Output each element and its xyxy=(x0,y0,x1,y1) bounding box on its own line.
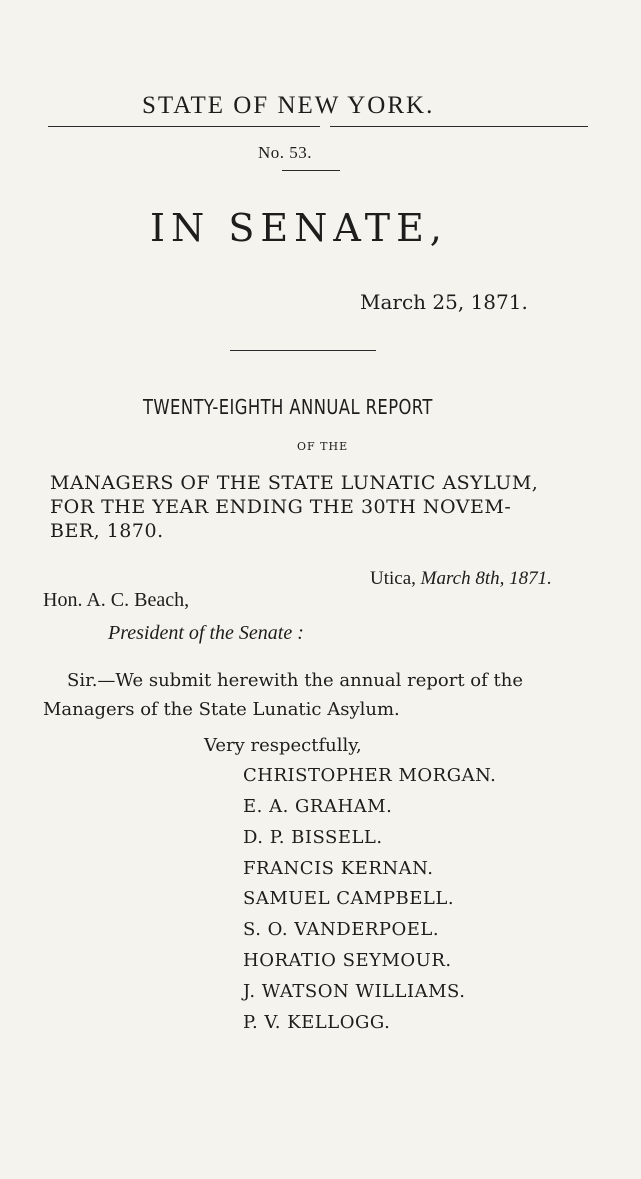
header-rule-left xyxy=(48,126,320,127)
document-number: No. 53. xyxy=(258,143,313,162)
letter-addressee: Hon. A. C. Beach, xyxy=(43,589,190,611)
signer-name: D. P. BISSELL. xyxy=(243,827,383,848)
letter-closing: Very respectfully, xyxy=(204,735,362,756)
signer-name: P. V. KELLOGG. xyxy=(243,1012,391,1033)
number-underline xyxy=(282,170,340,171)
report-subject-line: MANAGERS OF THE STATE LUNATIC ASYLUM, xyxy=(50,472,539,494)
letter-addressee-title: President of the Senate : xyxy=(108,622,304,644)
state-title: STATE OF NEW YORK. xyxy=(142,92,435,119)
letter-body-line: Managers of the State Lunatic Asylum. xyxy=(43,699,400,720)
section-divider xyxy=(230,350,376,351)
report-subject-line: FOR THE YEAR ENDING THE 30TH NOVEM- xyxy=(50,496,512,518)
letter-date: March 8th, 1871. xyxy=(420,568,552,589)
letter-body-line: Sir.—We submit herewith the annual report of the xyxy=(67,670,523,691)
signer-name: SAMUEL CAMPBELL. xyxy=(243,888,455,909)
signer-name: J. WATSON WILLIAMS. xyxy=(243,981,466,1002)
header-rule-right xyxy=(330,126,588,127)
signer-name: S. O. VANDERPOEL. xyxy=(243,919,440,940)
report-title: TWENTY-EIGHTH ANNUAL REPORT xyxy=(143,395,433,419)
signer-name: FRANCIS KERNAN. xyxy=(243,858,434,879)
letter-place-date xyxy=(370,568,552,590)
signer-name: E. A. GRAHAM. xyxy=(243,796,393,817)
signer-name: CHRISTOPHER MORGAN. xyxy=(243,765,497,786)
letter-place: Utica, xyxy=(370,568,416,589)
report-of-the: OF THE xyxy=(297,440,349,453)
signer-name: HORATIO SEYMOUR. xyxy=(243,950,452,971)
report-subject-line: BER, 1870. xyxy=(50,520,164,542)
senate-date: March 25, 1871. xyxy=(360,290,528,314)
chamber-heading: IN SENATE, xyxy=(150,206,448,250)
